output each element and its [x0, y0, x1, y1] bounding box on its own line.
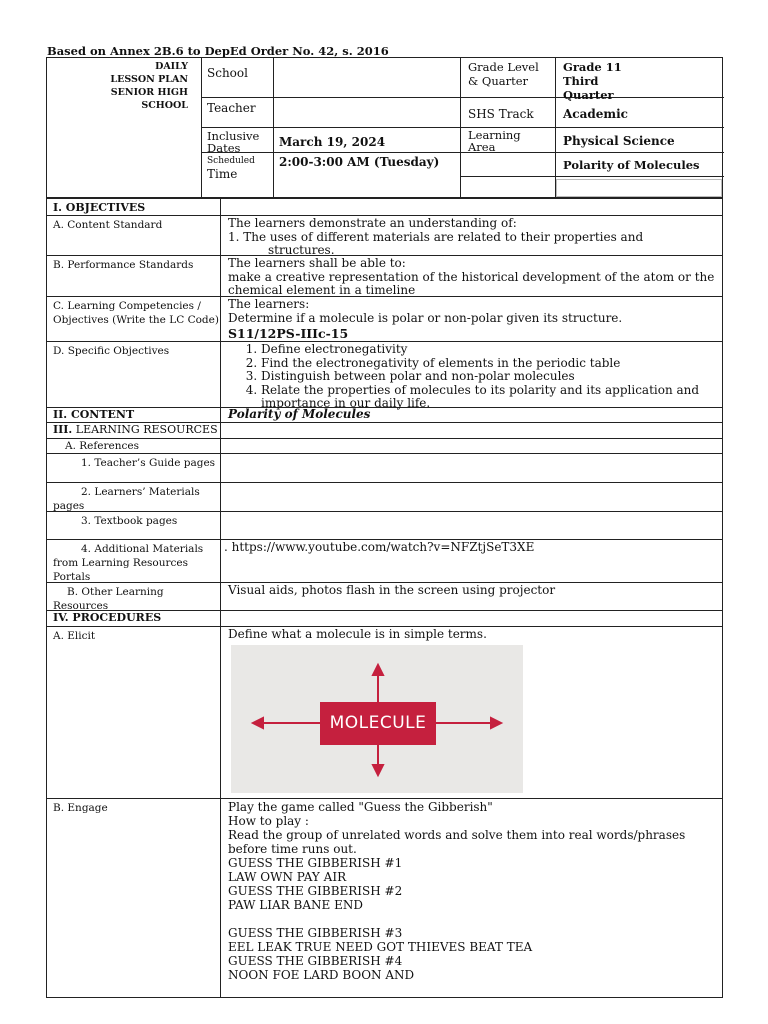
molecule-label-box: MOLECULE [320, 702, 436, 745]
procedures-heading: IV. PROCEDURES [47, 611, 221, 626]
learners-materials-label: 2. Learners’ Materials pages [47, 483, 221, 511]
procedures-heading-row [47, 611, 722, 627]
learners-materials-row [47, 483, 722, 512]
content-heading: II. CONTENT [47, 408, 221, 422]
track-label: SHS Track [468, 107, 534, 121]
content-standard-intro: The learners demonstrate an understanding of: [228, 216, 517, 230]
scheduled-label: Scheduled [207, 156, 255, 166]
engage-line: How to play : [228, 814, 309, 828]
area-value: Physical Science [563, 134, 675, 148]
teachers-guide-row [47, 454, 722, 483]
additional-materials-row [47, 540, 722, 583]
competencies-row [47, 297, 722, 342]
dates-value: March 19, 2024 [279, 135, 386, 149]
engage-row [47, 799, 722, 997]
list-item: 2. Find the electronegativity of elements in the periodic table [261, 357, 722, 371]
engage-line: GUESS THE GIBBERISH #3 [228, 926, 403, 940]
content-value: Polarity of Molecules [228, 407, 371, 421]
other-resources-label: B. Other Learning Resources [47, 583, 221, 610]
teachers-guide-label: 1. Teacher’s Guide pages [47, 454, 221, 482]
engage-label: B. Engage [47, 799, 221, 997]
elicit-row [47, 627, 722, 799]
engage-line: GUESS THE GIBBERISH #1 [228, 856, 403, 870]
engage-line: Play the game called "Guess the Gibberish" [228, 800, 493, 814]
list-item: 1. Define electronegativity [261, 343, 722, 357]
area-label: Learning Area [468, 128, 521, 154]
specific-objectives-label: D. Specific Objectives [47, 342, 221, 407]
resources-heading-num: III. [53, 423, 73, 436]
content-row [47, 408, 722, 423]
content-standard-item: 1. The uses of different materials are related to their properties and [228, 229, 644, 244]
resources-heading-row [47, 423, 722, 439]
empty-cell [556, 179, 722, 197]
additional-materials-link[interactable]: . https://www.youtube.com/watch?v=NFZtjSeT3XE [224, 540, 535, 554]
engage-line: GUESS THE GIBBERISH #2 [228, 884, 403, 898]
dates-label: Inclusive Dates [207, 129, 260, 155]
track-value: Academic [563, 107, 628, 121]
content-standard-label: A. Content Standard [47, 216, 221, 255]
school-label: School [207, 66, 248, 80]
engage-line [228, 912, 722, 926]
teacher-label: Teacher [207, 101, 256, 115]
list-item: 3. Distinguish between polar and non-polar molecules [261, 370, 722, 384]
engage-line: GUESS THE GIBBERISH #4 [228, 954, 403, 968]
grade-label: Grade Level & Quarter [468, 60, 539, 88]
performance-intro: The learners shall be able to: [228, 256, 406, 270]
additional-materials-label: 4. Additional Materials from Learning Resources Portals [47, 540, 221, 582]
performance-row [47, 256, 722, 297]
time-label: Time [207, 167, 238, 181]
competencies-label: C. Learning Competencies / Objectives (Write the LC Code) [47, 297, 221, 341]
objectives-heading-row [47, 199, 722, 216]
resources-heading [47, 423, 221, 438]
content-standard-item-cont: structures. [268, 243, 335, 257]
resources-heading-text: LEARNING RESOURCES [72, 423, 218, 436]
references-label: A. References [47, 439, 221, 453]
grade-value: Grade 11 Third Quarter [563, 60, 622, 102]
time-value: 2:00-3:00 AM (Tuesday) [279, 155, 440, 169]
engage-line: NOON FOE LARD BOON AND [228, 968, 415, 982]
specific-objectives-list [241, 343, 722, 411]
engage-line: Read the group of unrelated words and solve them into real words/phrases before time runs out. [228, 828, 686, 856]
content-standard-row [47, 216, 722, 256]
elicit-label: A. Elicit [47, 627, 221, 798]
elicit-text: Define what a molecule is in simple terms. [228, 627, 487, 641]
competencies-text: Determine if a molecule is polar or non-polar given its structure. [228, 310, 623, 325]
topic-value: Polarity of Molecules [563, 158, 700, 172]
engage-line: LAW OWN PAY AIR [228, 870, 347, 884]
engage-line: PAW LIAR BANE END [228, 898, 363, 912]
engage-line: EEL LEAK TRUE NEED GOT THIEVES BEAT TEA [228, 940, 533, 954]
specific-objectives-row [47, 342, 722, 408]
textbook-label: 3. Textbook pages [47, 512, 221, 539]
annex-reference: Based on Annex 2B.6 to DepEd Order No. 42, s. 2016 [47, 44, 389, 58]
other-resources-row [47, 583, 722, 611]
lesson-plan-table [46, 198, 723, 998]
molecule-image [231, 645, 523, 793]
lc-code: S11/12PS-IIIc-15 [228, 326, 349, 341]
performance-label: B. Performance Standards [47, 256, 221, 296]
dlp-title: DAILY LESSON PLAN SENIOR HIGH SCHOOL [110, 61, 188, 111]
performance-text: make a creative representation of the historical development of the atom or the chemical element in a timeline [228, 269, 715, 297]
list-item: 4. Relate the properties of molecules to its polarity and its application and importance in our daily life. [261, 384, 722, 411]
competencies-intro: The learners: [228, 297, 310, 311]
other-resources-value: Visual aids, photos flash in the screen using projector [228, 583, 556, 597]
header-table [46, 57, 723, 198]
textbook-row [47, 512, 722, 540]
objectives-heading: I. OBJECTIVES [47, 199, 221, 215]
references-row [47, 439, 722, 454]
